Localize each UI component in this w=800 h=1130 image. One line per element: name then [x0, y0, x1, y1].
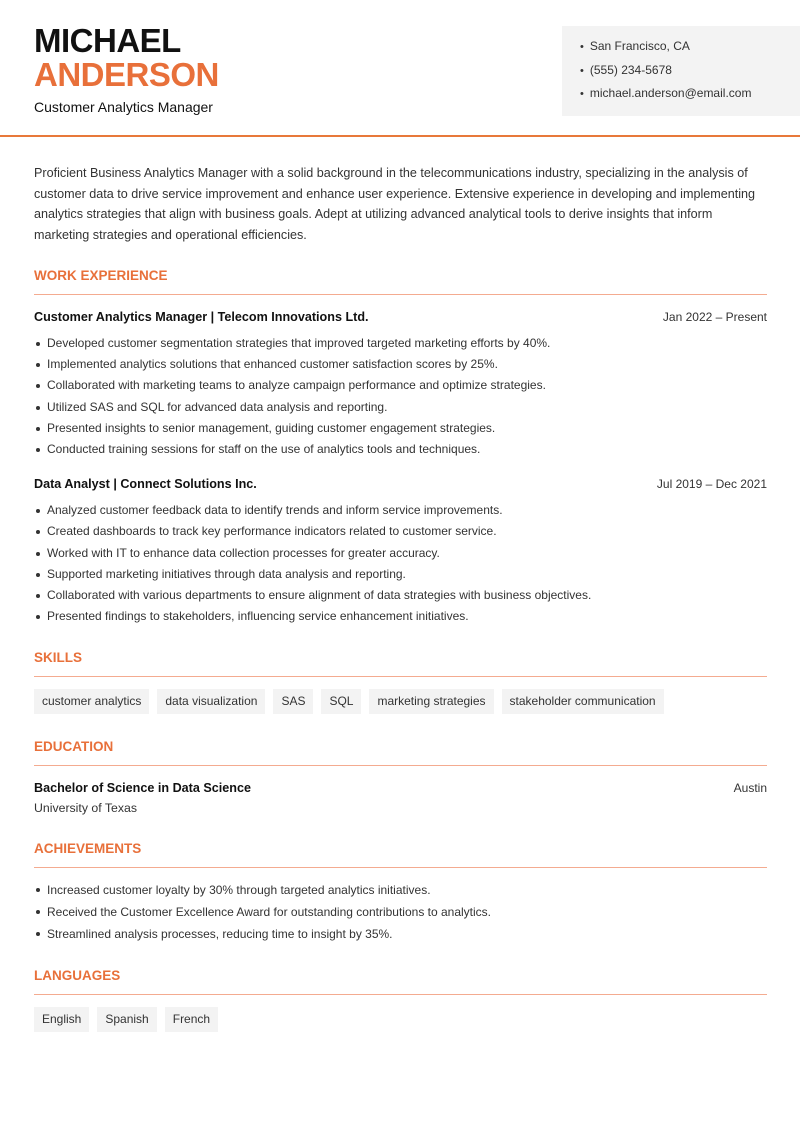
skill-tags — [34, 689, 767, 714]
education-location: Austin — [733, 781, 767, 796]
summary: Proficient Business Analytics Manager with a solid background in the telecommunications industry, specializing in the analysis of customer data to drive service improvement and enhance user experience. Extensive experience in developing and implementing analytics strategies that align with business goals. Adept at utilizing advanced analytical tools to derive insights that inform marketing strategies and operational efficiencies. — [34, 166, 756, 242]
job-bullets — [34, 500, 767, 627]
achievement-list — [34, 879, 767, 945]
job-header — [34, 474, 767, 494]
work-experience-section — [34, 266, 767, 627]
skills-section — [34, 648, 767, 714]
language-tag: Spanish — [97, 1007, 156, 1032]
job-title: Customer Analytics Manager — [34, 99, 213, 115]
language-tag: French — [165, 1007, 218, 1032]
first-name: MICHAEL — [34, 22, 181, 59]
education-header — [34, 778, 767, 798]
degree: Bachelor of Science in Data Science — [34, 781, 251, 796]
skill-tag: marketing strategies — [369, 689, 493, 714]
contact-email: • michael.anderson@email.com — [580, 84, 800, 108]
skill-tag: data visualization — [157, 689, 265, 714]
list-item: Streamlined analysis processes, reducing time to insight by 35%. — [34, 923, 767, 945]
list-item: Collaborated with marketing teams to analyze campaign performance and optimize strategies. — [34, 375, 767, 396]
skill-tag: stakeholder communication — [502, 689, 664, 714]
list-item: Collaborated with various departments to ensure alignment of data strategies with business objectives. — [34, 585, 767, 606]
list-item: Created dashboards to track key performance indicators related to customer service. — [34, 521, 767, 542]
list-item: Worked with IT to enhance data collection processes for greater accuracy. — [34, 543, 767, 564]
list-item: Increased customer loyalty by 30% through targeted analytics initiatives. — [34, 879, 767, 901]
section-heading: LANGUAGES — [34, 966, 767, 995]
language-tag: English — [34, 1007, 89, 1032]
job-role: Customer Analytics Manager | Telecom Innovations Ltd. — [34, 310, 369, 324]
skill-tag: customer analytics — [34, 689, 149, 714]
list-item: Presented findings to stakeholders, influencing service enhancement initiatives. — [34, 606, 767, 627]
achievements-section — [34, 839, 767, 945]
last-name: ANDERSON — [34, 56, 219, 93]
skill-tag: SQL — [321, 689, 361, 714]
languages-section — [34, 966, 767, 1032]
list-item: Received the Customer Excellence Award for outstanding contributions to analytics. — [34, 901, 767, 923]
section-heading: SKILLS — [34, 648, 767, 677]
job-bullets — [34, 333, 767, 460]
school: University of Texas — [34, 801, 137, 816]
contact-location: • San Francisco, CA — [580, 37, 800, 61]
section-heading: ACHIEVEMENTS — [34, 839, 767, 868]
list-item: Presented insights to senior management, guiding customer engagement strategies. — [34, 418, 767, 439]
contact-box — [562, 26, 800, 116]
list-item: Developed customer segmentation strategies that improved targeted marketing efforts by 40%. — [34, 333, 767, 354]
contact-phone: • (555) 234-5678 — [580, 61, 800, 85]
list-item: Analyzed customer feedback data to identify trends and inform service improvements. — [34, 500, 767, 521]
job-header — [34, 307, 767, 327]
list-item: Utilized SAS and SQL for advanced data analysis and reporting. — [34, 397, 767, 418]
job-role: Data Analyst | Connect Solutions Inc. — [34, 477, 257, 492]
resume-header — [0, 0, 800, 137]
skill-tag: SAS — [273, 689, 313, 714]
section-heading: EDUCATION — [34, 737, 767, 766]
education-section — [34, 737, 767, 818]
list-item: Implemented analytics solutions that enhanced customer satisfaction scores by 25%. — [34, 354, 767, 375]
job-dates: Jul 2019 – Dec 2021 — [656, 477, 767, 492]
section-heading: WORK EXPERIENCE — [34, 266, 767, 295]
list-item: Conducted training sessions for staff on the use of analytics tools and techniques. — [34, 439, 767, 460]
language-tags — [34, 1007, 767, 1032]
job-dates: Jan 2022 – Present — [662, 310, 767, 324]
list-item: Supported marketing initiatives through data analysis and reporting. — [34, 564, 767, 585]
